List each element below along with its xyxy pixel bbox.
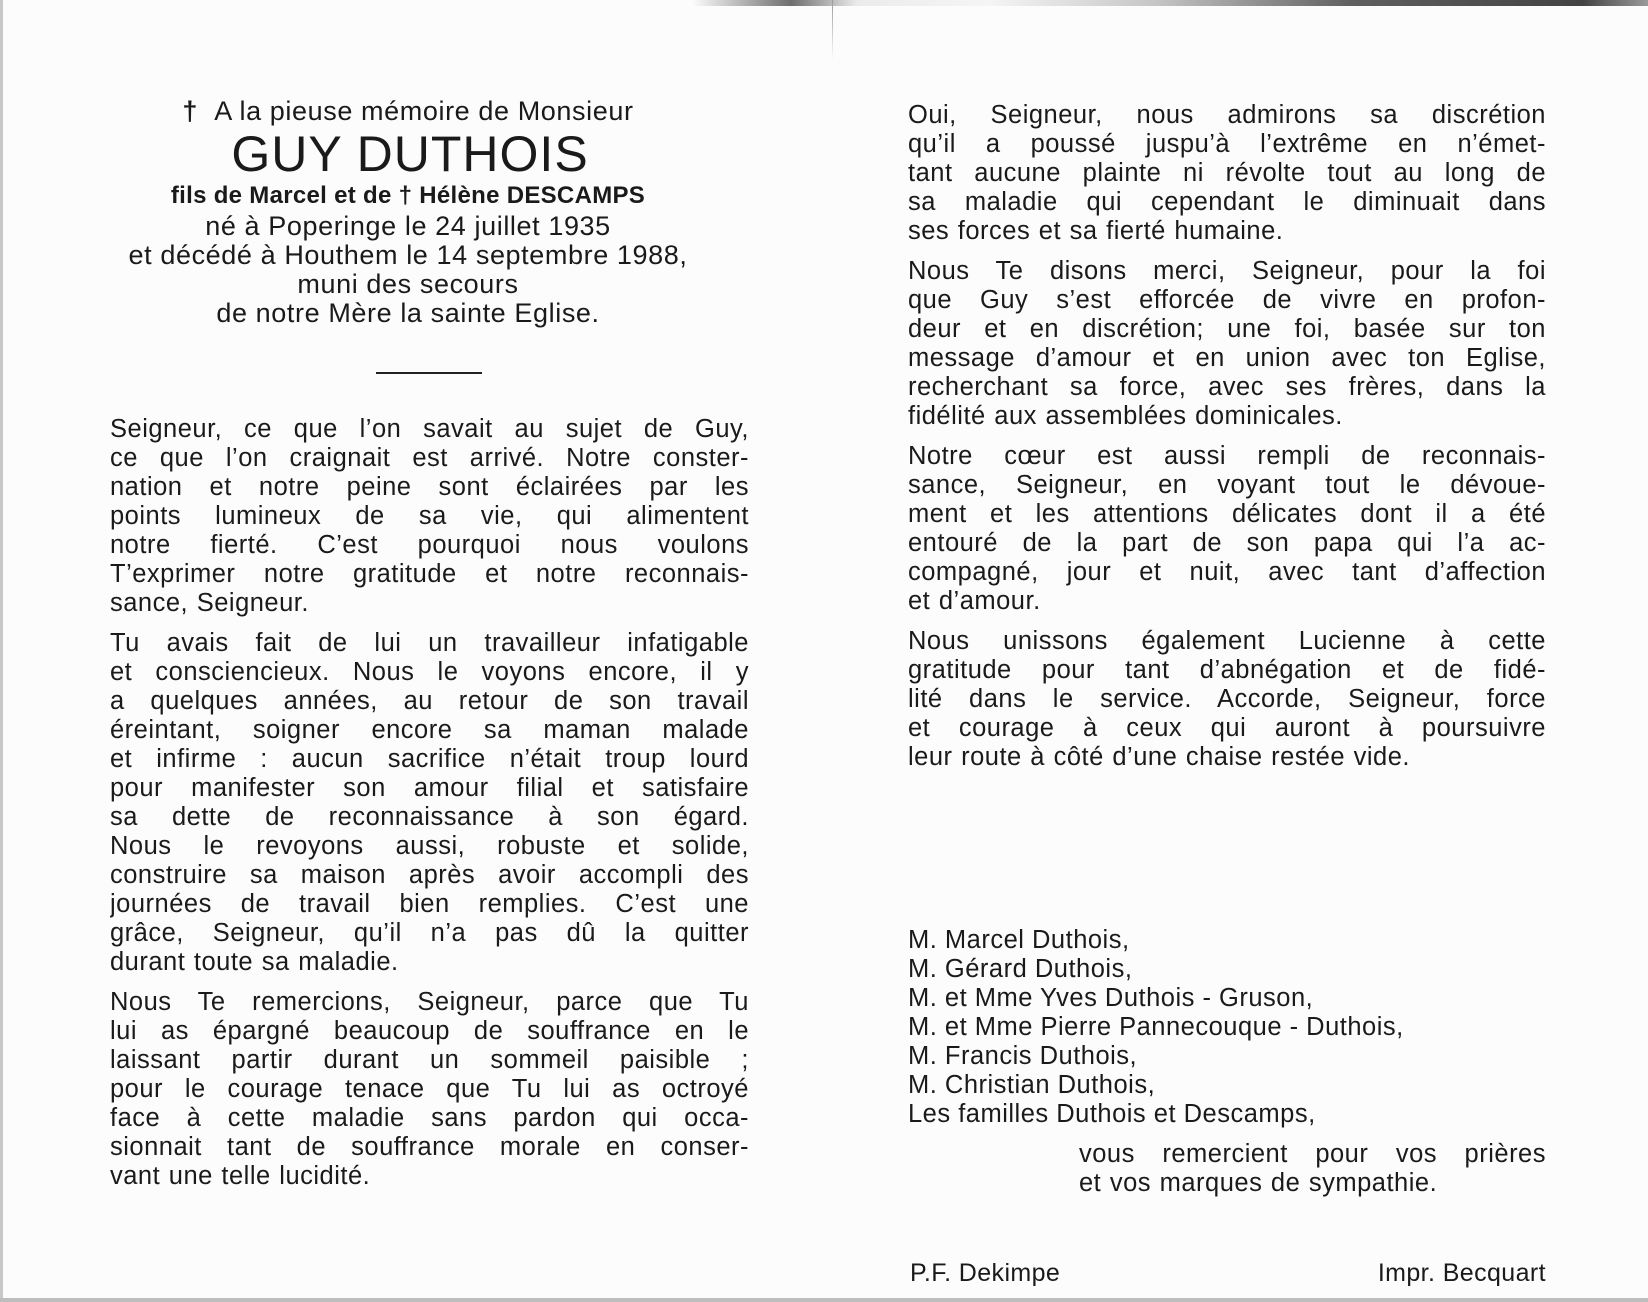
text-line: pour manifester son amour filial et satisfaire — [110, 774, 749, 802]
signer-line: M. Gérard Duthois, — [908, 955, 1133, 983]
text-line: deur et en discrétion; une foi, basée sur ton — [908, 315, 1546, 343]
dedication-text: A la pieuse mémoire de Monsieur — [214, 96, 634, 126]
text-line: laissant partir durant un sommeil paisible ; — [110, 1046, 749, 1074]
text-line: T’exprimer notre gratitude et notre reconnais- — [110, 560, 749, 588]
paragraph — [908, 442, 1546, 616]
text-line: durant toute sa maladie. — [110, 948, 399, 976]
signer-line: M. et Mme Pierre Pannecouque - Duthois, — [908, 1013, 1404, 1041]
text-line: journées de travail bien remplies. C’est une — [110, 890, 749, 918]
text-line: compagné, jour et nuit, avec tant d’affection — [908, 558, 1546, 586]
card-top-edge — [0, 0, 1648, 6]
right-column-text — [908, 101, 1546, 783]
text-line: sance, Seigneur, en voyant tout le dévoue- — [908, 471, 1546, 499]
paragraph — [908, 257, 1546, 431]
deceased-name: GUY DUTHOIS — [231, 126, 589, 182]
signer-line: M. Christian Duthois, — [908, 1071, 1156, 1099]
paragraph — [110, 415, 749, 618]
thanks-line: vous remercient pour vos prières — [1079, 1140, 1546, 1168]
signer-line: M. Marcel Duthois, — [908, 926, 1130, 954]
text-line: lité dans le service. Accorde, Seigneur, force — [908, 685, 1546, 713]
text-line: leur route à côté d’une chaise restée vide. — [908, 743, 1410, 771]
text-line: Nous unissons également Lucienne à cette — [908, 627, 1546, 655]
funeral-director: P.F. Dekimpe — [910, 1259, 1061, 1287]
text-line: face à cette maladie sans pardon qui occa- — [110, 1104, 749, 1132]
text-line: Nous Te disons merci, Seigneur, pour la foi — [908, 257, 1546, 285]
text-line: entouré de la part de son papa qui l’a ac- — [908, 529, 1546, 557]
parents-line — [108, 180, 708, 212]
thanks-message — [1079, 1140, 1546, 1198]
text-line: lui as épargné beaucoup de souffrance en le — [110, 1017, 749, 1045]
paragraph — [110, 629, 749, 977]
text-line: Nous le revoyons aussi, robuste et solide, — [110, 832, 749, 860]
church-line: de notre Mère la sainte Eglise. — [216, 298, 600, 328]
signer-line: Les familles Duthois et Descamps, — [908, 1100, 1316, 1128]
signer-line: M. et Mme Yves Duthois - Gruson, — [908, 984, 1314, 1012]
header-divider — [376, 372, 482, 374]
text-line: et courage à ceux qui auront à poursuivre — [908, 714, 1546, 742]
text-line: notre fierté. C’est pourquoi nous voulons — [110, 531, 749, 559]
paragraph — [908, 627, 1546, 772]
family-signers — [908, 926, 1404, 1129]
text-line: pour le courage tenace que Tu lui as octroyé — [110, 1075, 749, 1103]
text-line: sa maladie qui cependant le diminuait dans — [908, 188, 1546, 216]
text-line: gratitude pour tant d’abnégation et de fidé- — [908, 656, 1546, 684]
text-line: points lumineux de sa vie, qui alimentent — [110, 502, 749, 530]
text-line: que Guy s’est efforcée de vivre en profon- — [908, 286, 1546, 314]
cross-icon: † — [398, 182, 413, 209]
cross-icon: † — [182, 96, 199, 126]
paragraph — [908, 101, 1546, 246]
card-left-edge — [0, 0, 3, 1302]
memorial-header — [108, 96, 708, 328]
text-line: grâce, Seigneur, qu’il n’a pas dû la quitter — [110, 919, 749, 947]
card-bottom-edge — [0, 1298, 1648, 1302]
birth-line: né à Poperinge le 24 juillet 1935 — [205, 211, 611, 241]
parents-prefix: fils de Marcel et de — [170, 182, 392, 209]
text-line: sa dette de reconnaissance à son égard. — [110, 803, 749, 831]
text-line: ment et les attentions délicates dont il a été — [908, 500, 1546, 528]
text-line: fidélité aux assemblées dominicales. — [908, 402, 1343, 430]
thanks-line: et vos marques de sympathie. — [1079, 1169, 1438, 1197]
death-line: et décédé à Houthem le 14 septembre 1988, — [128, 240, 688, 270]
text-line: ce que l’on craignait est arrivé. Notre conster- — [110, 444, 749, 472]
paragraph — [110, 988, 749, 1191]
text-line: Oui, Seigneur, nous admirons sa discrétion — [908, 101, 1546, 129]
mother-name: Hélène DESCAMPS — [419, 182, 646, 209]
card-fold-line — [832, 0, 833, 60]
text-line: tant aucune plainte ni révolte tout au long de — [908, 159, 1546, 187]
text-line: Seigneur, ce que l’on savait au sujet de Guy, — [110, 415, 749, 443]
text-line: Nous Te remercions, Seigneur, parce que Tu — [110, 988, 749, 1016]
text-line: recherchant sa force, avec ses frères, dans la — [908, 373, 1546, 401]
printer-credit: Impr. Becquart — [1377, 1259, 1546, 1287]
text-line: sionnait tant de souffrance morale en conser- — [110, 1133, 749, 1161]
text-line: construire sa maison après avoir accompli des — [110, 861, 749, 889]
text-line: Tu avais fait de lui un travailleur infatigable — [110, 629, 749, 657]
text-line: et infirme : aucun sacrifice n’était troup lourd — [110, 745, 749, 773]
text-line: message d’amour et en union avec ton Eglise, — [908, 344, 1546, 372]
text-line: éreintant, soigner encore sa maman malade — [110, 716, 749, 744]
memorial-dedication — [108, 96, 708, 126]
text-line: et consciencieux. Nous le voyons encore, il y — [110, 658, 749, 686]
text-line: Notre cœur est aussi rempli de reconnais- — [908, 442, 1546, 470]
text-line: nation et notre peine sont éclairées par les — [110, 473, 749, 501]
text-line: qu’il a poussé juspu’à l’extrême en n’émet- — [908, 130, 1546, 158]
text-line: vant une telle lucidité. — [110, 1162, 371, 1190]
signer-line: M. Francis Duthois, — [908, 1042, 1138, 1070]
text-line: sance, Seigneur. — [110, 589, 309, 617]
text-line: ses forces et sa fierté humaine. — [908, 217, 1284, 245]
text-line: a quelques années, au retour de son travail — [110, 687, 749, 715]
text-line: et d’amour. — [908, 587, 1041, 615]
left-column-text — [110, 415, 749, 1202]
sacraments-line: muni des secours — [297, 269, 519, 299]
